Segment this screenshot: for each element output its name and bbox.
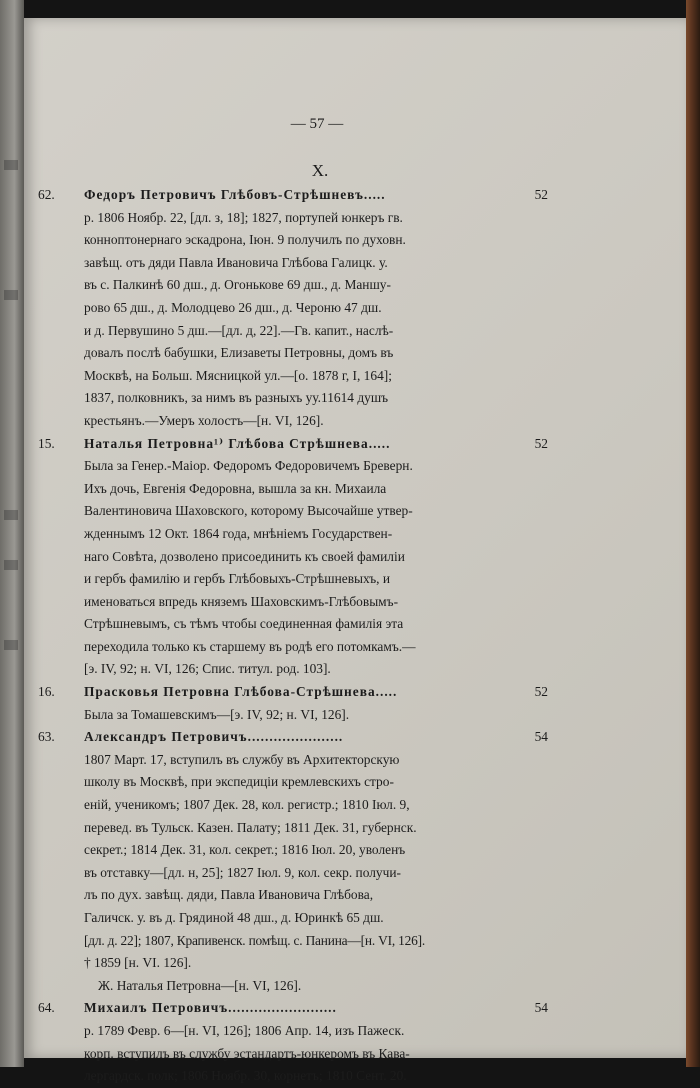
entry-header bbox=[24, 681, 686, 704]
entry-text-line: † 1859 [н. VІ. 126]. bbox=[84, 955, 192, 971]
entry-text-line: рово 65 дш., д. Молодцево 26 дш., д. Чероню 47 дш. bbox=[84, 299, 382, 315]
entry-text-line: 1807 Март. 17, вступилъ въ службу въ Архитекторскую bbox=[84, 751, 400, 767]
ink-mark bbox=[4, 510, 18, 520]
entry-text-line: конноптонернаго эскадрона, Іюн. 9 получилъ по духовн. bbox=[84, 232, 406, 248]
entry-text-line: Стрѣшневымъ, съ тѣмъ чтобы соединенная фамилія эта bbox=[84, 616, 404, 632]
entry-text-line: Валентиновича Шаховского, которому Высочайше утвер- bbox=[84, 503, 413, 519]
entry-63 bbox=[24, 726, 686, 997]
book-cover-edge bbox=[686, 0, 700, 1067]
entry-number: 62. bbox=[38, 187, 55, 202]
entry-text-line: и гербъ фамилію и гербъ Глѣбовыхъ-Стрѣшневыхъ, и bbox=[84, 571, 390, 587]
entry-text-line: [дл. д. 22]; 1807, Крапивенск. помѣщ. с. Панина—[н. VІ, 126]. bbox=[84, 932, 426, 948]
entry-text-line: 1837, полковникъ, за нимъ въ разныхъ уу.11614 душъ bbox=[84, 390, 389, 406]
entry-text-line: Москвѣ, на Больш. Мясницкой ул.—[о. 1878 г, І, 164]; bbox=[84, 367, 392, 383]
entry-page-ref: 52 bbox=[534, 684, 548, 700]
page-number: — 57 — bbox=[290, 116, 344, 132]
entry-text-line: [э. ІV, 92; н. VІ, 126; Спис. титул. род. 103]. bbox=[84, 661, 331, 677]
entry-name: Прасковья Петровна Глѣбова-Стрѣшнева..... bbox=[84, 684, 398, 700]
entry-text-line: школу въ Москвѣ, при экспедиціи кремлевскихъ стро- bbox=[84, 774, 394, 790]
entry-number: 16. bbox=[38, 684, 55, 700]
entry-page-ref: 52 bbox=[534, 187, 548, 202]
entry-header bbox=[24, 997, 686, 1020]
entry-text-line: Ихъ дочь, Евгенія Федоровна, вышла за кн. Михаила bbox=[84, 480, 387, 496]
entry-page-ref: 52 bbox=[534, 435, 548, 451]
entry-text-line: наго Совѣта, дозволено присоединить къ своей фамиліи bbox=[84, 548, 405, 564]
entry-number: 64. bbox=[38, 1000, 55, 1016]
entry-header bbox=[24, 433, 686, 456]
entry-text-line: именоваться впредь княземъ Шаховскимъ-Глѣбовымъ- bbox=[84, 593, 399, 609]
section-heading: X. bbox=[311, 161, 329, 180]
ink-mark bbox=[4, 640, 18, 650]
book-page bbox=[24, 18, 686, 1084]
entry-name: Федоръ Петровичъ Глѣбовъ-Стрѣшневъ..... bbox=[84, 187, 386, 202]
entry-text-line: р. 1806 Ноябр. 22, [дл. з, 18]; 1827, портупей юнкеръ гв. bbox=[84, 209, 403, 225]
entry-text-line: въ отставку—[дл. н, 25]; 1827 Іюл. 9, кол. секр. получи- bbox=[84, 864, 401, 880]
entry-header bbox=[24, 184, 686, 207]
entry-text-line: крестьянъ.—Умеръ холостъ—[н. VІ, 126]. bbox=[84, 412, 324, 428]
entry-text-line: лъ по дух. завѣщ. дяди, Павла Ивановича Глѣбова, bbox=[84, 887, 374, 903]
entry-page-ref: 54 bbox=[534, 1000, 548, 1016]
ink-mark bbox=[4, 160, 18, 170]
left-page-edge bbox=[0, 0, 24, 1067]
entry-text-line: переходила только къ старшему въ родѣ его потомкамъ.— bbox=[84, 638, 416, 654]
entry-text-line: еній, ученикомъ; 1807 Дек. 28, кол. регистр.; 1810 Іюл. 9, bbox=[84, 797, 410, 813]
entry-62 bbox=[24, 184, 686, 433]
entry-header bbox=[24, 726, 686, 749]
entry-text-line: перевед. въ Тульск. Казен. Палату; 1811 Дек. 31, губернск. bbox=[84, 819, 417, 835]
spouse-note: Ж. Наталья Петровна—[н. VІ, 126]. bbox=[98, 977, 302, 993]
entry-text-line: Была за Генер.-Маіор. Федоромъ Федоровичемъ Бреверн. bbox=[84, 458, 413, 474]
entry-text-line: р. 1789 Февр. 6—[н. VІ, 126]; 1806 Апр. 14, изъ Пажеск. bbox=[84, 1022, 405, 1038]
entry-16 bbox=[24, 681, 686, 726]
entry-text-line: жденнымъ 12 Окт. 1864 года, мнѣніемъ Государствен- bbox=[84, 525, 393, 541]
entry-64 bbox=[24, 997, 686, 1087]
entry-text-line: Была за Томашевскимъ—[э. ІV, 92; н. VІ, 126]. bbox=[84, 706, 350, 722]
entry-text-line: корп. вступилъ въ службу эстандартъ-юнкеромъ въ Кава- bbox=[84, 1045, 410, 1061]
entry-number: 63. bbox=[38, 729, 55, 745]
entry-text-line: въ с. Палкинѣ 60 дш., д. Огонькове 69 дш., д. Маншу- bbox=[84, 277, 391, 293]
genealogy-entries bbox=[24, 184, 686, 1088]
entry-text-line: Галичск. у. въ д. Грядиной 48 дш., д. Юринкѣ 65 дш. bbox=[84, 910, 384, 925]
entry-text-line: и д. Первушино 5 дш.—[дл. д, 22].—Гв. капит., наслѣ- bbox=[84, 322, 394, 338]
entry-name: Наталья Петровна¹⁾ Глѣбова Стрѣшнева..... bbox=[84, 435, 391, 451]
ink-mark bbox=[4, 290, 18, 300]
entry-number: 15. bbox=[38, 435, 55, 451]
entry-text-line: завѣщ. отъ дяди Павла Ивановича Глѣбова Галицк. у. bbox=[84, 254, 388, 270]
entry-name: Александръ Петровичъ...................... bbox=[84, 729, 344, 745]
entry-page-ref: 54 bbox=[534, 729, 548, 745]
entry-text-line: лергардск. полк; 1806 Ноябр. 30, корнетъ; 1810 Сент. 20. bbox=[84, 1068, 407, 1084]
entry-name: Михаилъ Петровичъ......................... bbox=[84, 1000, 337, 1016]
entry-text-line: довалъ послѣ бабушки, Елизаветы Петровны, домъ въ bbox=[84, 345, 394, 361]
entry-15 bbox=[24, 433, 686, 682]
ink-mark bbox=[4, 560, 18, 570]
entry-text-line: секрет.; 1814 Дек. 31, кол. секрет.; 1816 Іюл. 20, уволенъ bbox=[84, 842, 406, 858]
